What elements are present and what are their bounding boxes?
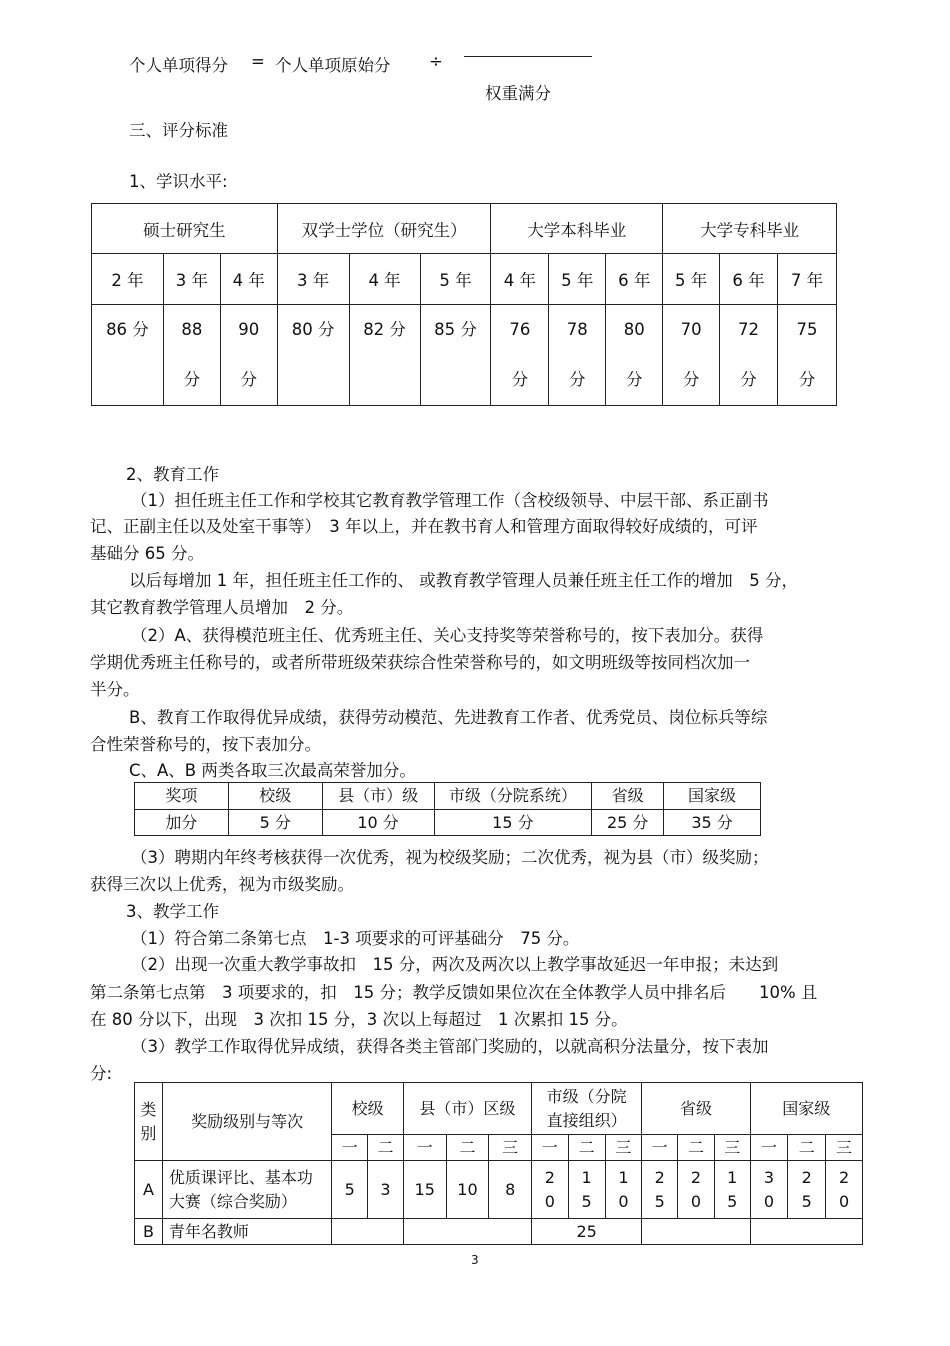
paragraph: 在 80 分以下，出现 3 次扣 15 分，3 次以上每超过 1 次累扣 15 分。 bbox=[90, 1010, 628, 1029]
paragraph: 学期优秀班主任称号的，或者所带班级荣获综合性荣誉称号的，如文明班级等按同档次加一 bbox=[90, 653, 750, 672]
paragraph: C、A、B 两类各取三次最高荣誉加分。 bbox=[129, 761, 416, 780]
rank-header: 三 bbox=[826, 1135, 863, 1161]
award-level-header: 省级 bbox=[592, 783, 664, 810]
award-value-cell: 2 5 bbox=[642, 1161, 678, 1219]
award-level-header: 奖项 bbox=[135, 783, 229, 810]
award-name-cell: 优质课评比、基本功 大赛（综合奖励） bbox=[162, 1161, 331, 1219]
year-cell: 3 年 bbox=[277, 254, 349, 305]
paragraph: 合性荣誉称号的，按下表加分。 bbox=[90, 735, 321, 754]
paragraph: 分: bbox=[90, 1064, 113, 1083]
teaching-award-table bbox=[134, 1082, 863, 1245]
rank-header: 一 bbox=[642, 1135, 678, 1161]
rank-header: 二 bbox=[446, 1135, 489, 1161]
section-heading: 三、评分标准 bbox=[129, 121, 228, 140]
category-cell: A bbox=[135, 1161, 163, 1219]
nation-header: 国家级 bbox=[750, 1083, 862, 1135]
paragraph: 记、正副主任以及处室干事等） 3 年以上，并在教书育人和管理方面取得较好成绩的，可评 bbox=[90, 517, 758, 536]
province-score-cell bbox=[642, 1219, 750, 1245]
formula-divide: ÷ bbox=[429, 52, 443, 71]
section-3-title: 3、教学工作 bbox=[126, 902, 219, 921]
group-college: 大学专科毕业 bbox=[663, 204, 837, 254]
paragraph: （3）聘期内年终考核获得一次优秀，视为校级奖励；二次优秀，视为县（市）级奖励； bbox=[131, 848, 769, 867]
rank-header: 一 bbox=[532, 1135, 569, 1161]
score-cell: 82 分 bbox=[349, 305, 420, 406]
paragraph: 半分。 bbox=[90, 680, 140, 699]
group-master: 硕士研究生 bbox=[92, 204, 278, 254]
rank-header: 二 bbox=[568, 1135, 605, 1161]
score-cell: 88 分 bbox=[163, 305, 220, 406]
nation-score-cell bbox=[750, 1219, 862, 1245]
rank-header: 三 bbox=[714, 1135, 750, 1161]
year-cell: 2 年 bbox=[92, 254, 164, 305]
award-score-cell: 加分 bbox=[135, 810, 229, 836]
year-cell: 5 年 bbox=[663, 254, 720, 305]
score-cell: 76 分 bbox=[491, 305, 549, 406]
year-cell: 6 年 bbox=[720, 254, 778, 305]
award-name-cell: 青年名教师 bbox=[162, 1219, 331, 1245]
year-cell: 7 年 bbox=[778, 254, 837, 305]
score-cell: 85 分 bbox=[420, 305, 491, 406]
paragraph: 第二条第七点第 3 项要求的，扣 15 分；教学反馈如果位次在全体教学人员中排名后 10% 且 bbox=[90, 983, 818, 1002]
paragraph: B、教育工作取得优异成绩，获得劳动模范、先进教育工作者、优秀党员、岗位标兵等综 bbox=[129, 708, 768, 727]
score-cell: 72 分 bbox=[720, 305, 778, 406]
formula-denominator: 权重满分 bbox=[485, 84, 551, 103]
paragraph: 获得三次以上优秀，视为市级奖励。 bbox=[90, 875, 354, 894]
province-header: 省级 bbox=[642, 1083, 750, 1135]
award-score-cell: 25 分 bbox=[592, 810, 664, 836]
paragraph: 以后每增加 1 年，担任班主任工作的、 或教育教学管理人员兼任班主任工作的增加 5 分， bbox=[129, 571, 798, 590]
formula-left: 个人单项得分 bbox=[129, 56, 228, 75]
award-score-cell: 15 分 bbox=[434, 810, 592, 836]
score-cell: 90 分 bbox=[220, 305, 277, 406]
score-cell: 80 分 bbox=[606, 305, 663, 406]
school-score-cell bbox=[332, 1219, 404, 1245]
score-cell: 86 分 bbox=[92, 305, 164, 406]
award-level-header: 校级 bbox=[228, 783, 322, 810]
award-score-cell: 10 分 bbox=[322, 810, 434, 836]
year-cell: 3 年 bbox=[163, 254, 220, 305]
group-bachelor: 大学本科毕业 bbox=[491, 204, 663, 254]
rank-header: 一 bbox=[332, 1135, 368, 1161]
paragraph: （3）教学工作取得优异成绩，获得各类主管部门奖励的，以就高积分法量分，按下表加 bbox=[131, 1037, 769, 1056]
rank-header: 二 bbox=[788, 1135, 826, 1161]
group-double-bachelor: 双学士学位（研究生） bbox=[277, 204, 491, 254]
honor-score-table bbox=[134, 782, 761, 836]
award-value-cell: 3 bbox=[368, 1161, 404, 1219]
page-number: 3 bbox=[471, 1253, 479, 1267]
paragraph: （1）符合第二条第七点 1-3 项要求的可评基础分 75 分。 bbox=[131, 929, 580, 948]
award-score-cell: 5 分 bbox=[228, 810, 322, 836]
year-cell: 4 年 bbox=[220, 254, 277, 305]
score-cell: 78 分 bbox=[549, 305, 606, 406]
level-header: 奖励级别与等次 bbox=[162, 1083, 331, 1161]
award-level-header: 国家级 bbox=[664, 783, 761, 810]
score-cell: 70 分 bbox=[663, 305, 720, 406]
score-cell: 75 分 bbox=[778, 305, 837, 406]
year-cell: 5 年 bbox=[420, 254, 491, 305]
paragraph: 基础分 65 分。 bbox=[90, 544, 204, 563]
award-value-cell: 10 bbox=[446, 1161, 489, 1219]
award-value-cell: 3 0 bbox=[750, 1161, 788, 1219]
award-value-cell: 2 0 bbox=[678, 1161, 715, 1219]
award-value-cell: 2 5 bbox=[788, 1161, 826, 1219]
award-score-cell: 35 分 bbox=[664, 810, 761, 836]
award-level-header: 市级（分院系统） bbox=[434, 783, 592, 810]
category-cell: B bbox=[135, 1219, 163, 1245]
formula-right: 个人单项原始分 bbox=[275, 56, 391, 75]
rank-header: 二 bbox=[368, 1135, 404, 1161]
award-value-cell: 15 bbox=[403, 1161, 446, 1219]
county-score-cell bbox=[403, 1219, 531, 1245]
award-level-header: 县（市）级 bbox=[322, 783, 434, 810]
rank-header: 二 bbox=[678, 1135, 715, 1161]
section-1-title: 1、学识水平: bbox=[129, 172, 228, 191]
award-value-cell: 1 5 bbox=[714, 1161, 750, 1219]
paragraph: （1）担任班主任工作和学校其它教育教学管理工作（含校级领导、中层干部、系正副书 bbox=[131, 491, 769, 510]
formula-equals: = bbox=[251, 52, 265, 71]
score-cell: 80 分 bbox=[277, 305, 349, 406]
award-value-cell: 1 5 bbox=[568, 1161, 605, 1219]
rank-header: 三 bbox=[489, 1135, 532, 1161]
award-value-cell: 8 bbox=[489, 1161, 532, 1219]
city-header: 市级（分院 直接组织） bbox=[532, 1083, 642, 1135]
paragraph: （2）出现一次重大教学事故扣 15 分，两次及两次以上教学事故延迟一年申报；未达到 bbox=[131, 955, 779, 974]
education-level-table bbox=[91, 203, 837, 406]
category-header: 类 别 bbox=[135, 1083, 163, 1161]
award-value-cell: 1 0 bbox=[605, 1161, 642, 1219]
year-cell: 4 年 bbox=[491, 254, 549, 305]
school-header: 校级 bbox=[332, 1083, 404, 1135]
city-score-cell: 25 bbox=[532, 1219, 642, 1245]
award-value-cell: 5 bbox=[332, 1161, 368, 1219]
county-header: 县（市）区级 bbox=[403, 1083, 531, 1135]
section-2-title: 2、教育工作 bbox=[126, 465, 219, 484]
paragraph: 其它教育教学管理人员增加 2 分。 bbox=[90, 598, 354, 617]
rank-header: 一 bbox=[750, 1135, 788, 1161]
year-cell: 5 年 bbox=[549, 254, 606, 305]
fraction-bar bbox=[464, 56, 592, 57]
award-value-cell: 2 0 bbox=[532, 1161, 569, 1219]
award-value-cell: 2 0 bbox=[826, 1161, 863, 1219]
rank-header: 一 bbox=[403, 1135, 446, 1161]
year-cell: 4 年 bbox=[349, 254, 420, 305]
rank-header: 三 bbox=[605, 1135, 642, 1161]
year-cell: 6 年 bbox=[606, 254, 663, 305]
paragraph: （2）A、获得模范班主任、优秀班主任、关心支持奖等荣誉称号的，按下表加分。获得 bbox=[131, 626, 764, 645]
